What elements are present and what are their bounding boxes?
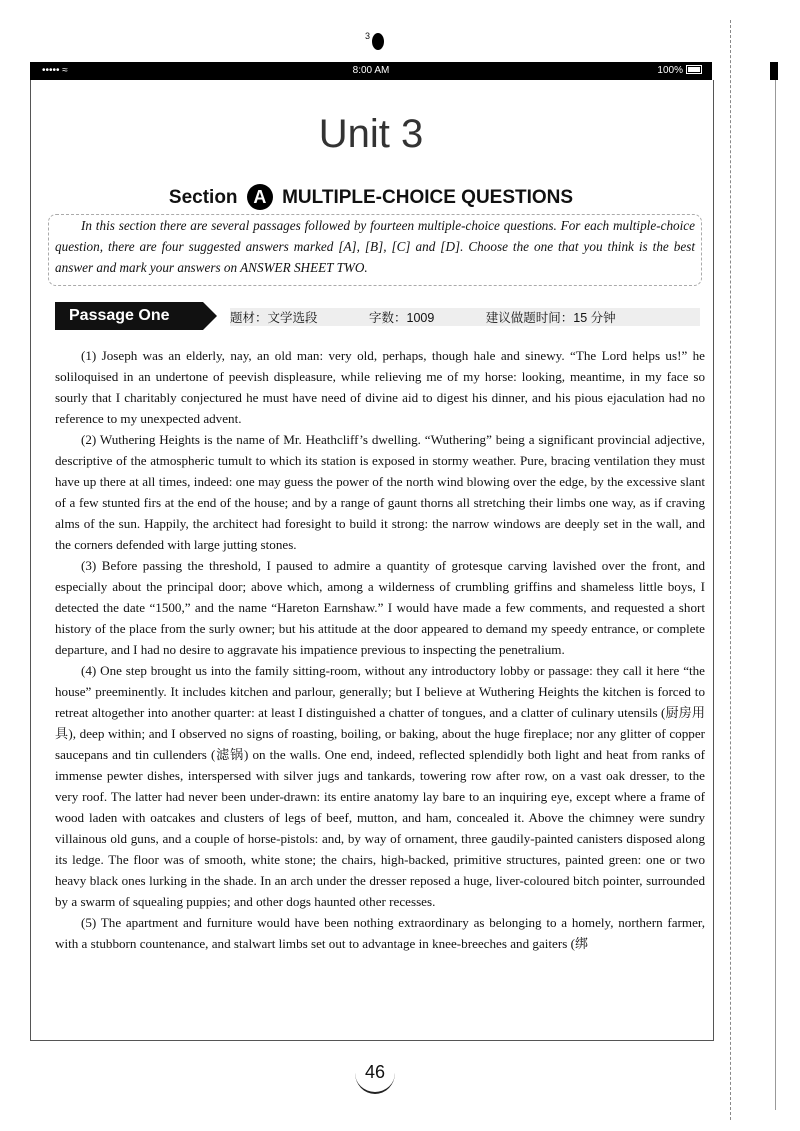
camera-mark: 3 [365,31,371,41]
section-heading [0,184,742,210]
paragraph: (2) Wuthering Heights is the name of Mr. Heathcliff’s dwelling. “Wuthering” being a significant provincial adjective, descriptive of the atmospheric tumult to which its station is exposed in stormy weather. Pure, bracing ventilation they must have up there at all times, indeed: one may guess the power of the north wind blowing over the edge, by the excessive slant of a few stunted firs at the end of the house; and by a range of gaunt thorns all stretching their limbs one way, as if craving alms of the sun. Happily, the architect had foresight to build it strong: the narrow windows are deeply set in the wall, and the corners defended with large jutting stones. [55,432,705,552]
status-time: 8:00 AM [352,65,390,76]
page-number: 46 [355,1052,395,1094]
paragraph: (4) One step brought us into the family sitting-room, without any introductory lobby or passage: they call it here “the house” preeminently. It includes kitchen and parlour, generally; but I believe at Wuthering Heights the kitchen is forced to retreat altogether into another quarter: at least I distinguished a chatter of tongues, and a clatter of culinary utensils (厨房用具), deep within; and I observed no signs of roasting, boiling, or baking, about the huge fireplace; nor any glitter of copper saucepans and tin cullenders (滤锅) on the walls. One end, indeed, reflected splendidly both light and heat from ranks of immense pewter dishes, interspersed with silver jugs and tankards, towering row after row, on a vast oak dresser, to the very roof. The latter had never been under-drawn: its entire anatomy lay bare to an inquiring eye, except where a frame of wood laden with oatcakes and clusters of legs of beef, mutton, and ham, concealed it. Above the chimney were sundry villainous old guns, and a couple of horse-pistols: and, by way of ornament, three gaudily-painted canisters disposed along its ledge. The floor was of smooth, white stone; the chairs, high-backed, primitive structures, painted green: one or two heavy black ones lurking in the shade. In an arch under the dresser reposed a huge, liver-coloured bitch pointer, surrounded by a swarm of squealing puppies; and other dogs haunted other recesses. [55,663,705,909]
signal-wifi-icon: ••••• ≈ [42,65,68,76]
passage-genre: 题材：文学选段 [230,311,318,325]
camera-icon [372,33,384,50]
paragraph: (3) Before passing the threshold, I paused to admire a quantity of grotesque carving lavished over the front, and especially about the principal door; above which, among a wilderness of crumbling griffins and shameless little boys, I detected the date “1500,” and the name “Hareton Earnshaw.” I would have made a few comments, and requested a short history of the place from the surly owner; but his attitude at the door appeared to demand my speedy entrance, or complete departure, and I had no desire to aggravate his impatience previous to inspecting the penetralium. [55,558,705,657]
section-letter-badge: A [247,184,273,210]
passage-label: Passage One [55,302,203,330]
passage-banner [55,302,695,330]
margin-line [775,80,776,1110]
battery-icon [686,65,702,74]
arrow-icon [203,302,217,330]
unit-title: Unit 3 [318,112,424,156]
instructions: In this section there are several passages followed by fourteen multiple-choice questions. For each multiple-choice question, there are four suggested answers marked [A], [B], [C] and [D]. Choose the one that you think is the best answer and mark your answers on ANSWER SHEET TWO. [48,214,702,286]
passage-body [55,345,705,954]
passage-meta [230,308,700,326]
passage-suggested-time: 建议做题时间：15 分钟 [485,311,616,325]
section-title: MULTIPLE-CHOICE QUESTIONS [282,187,574,208]
paragraph: (5) The apartment and furniture would have been nothing extraordinary as belonging to a homely, northern farmer, with a stubborn countenance, and stalwart limbs set out to advantage in knee-breeches and gaiters (绑 [55,915,705,951]
margin-mark [770,62,778,80]
section-prefix: Section [168,187,238,208]
passage-word-count: 字数：1009 [369,311,435,325]
status-bar [30,62,712,80]
battery-status [657,65,702,76]
battery-percent: 100% [657,65,683,76]
paragraph: (1) Joseph was an elderly, nay, an old man: very old, perhaps, though hale and sinewy. “The Lord helps us!” he soliloquised in an undertone of peevish displeasure, while relieving me of my horse: looking, meantime, in my face so sourly that I charitably conjectured he must have need of divine aid to digest his dinner, and his pious ejaculation had no reference to my unexpected advent. [55,348,705,426]
